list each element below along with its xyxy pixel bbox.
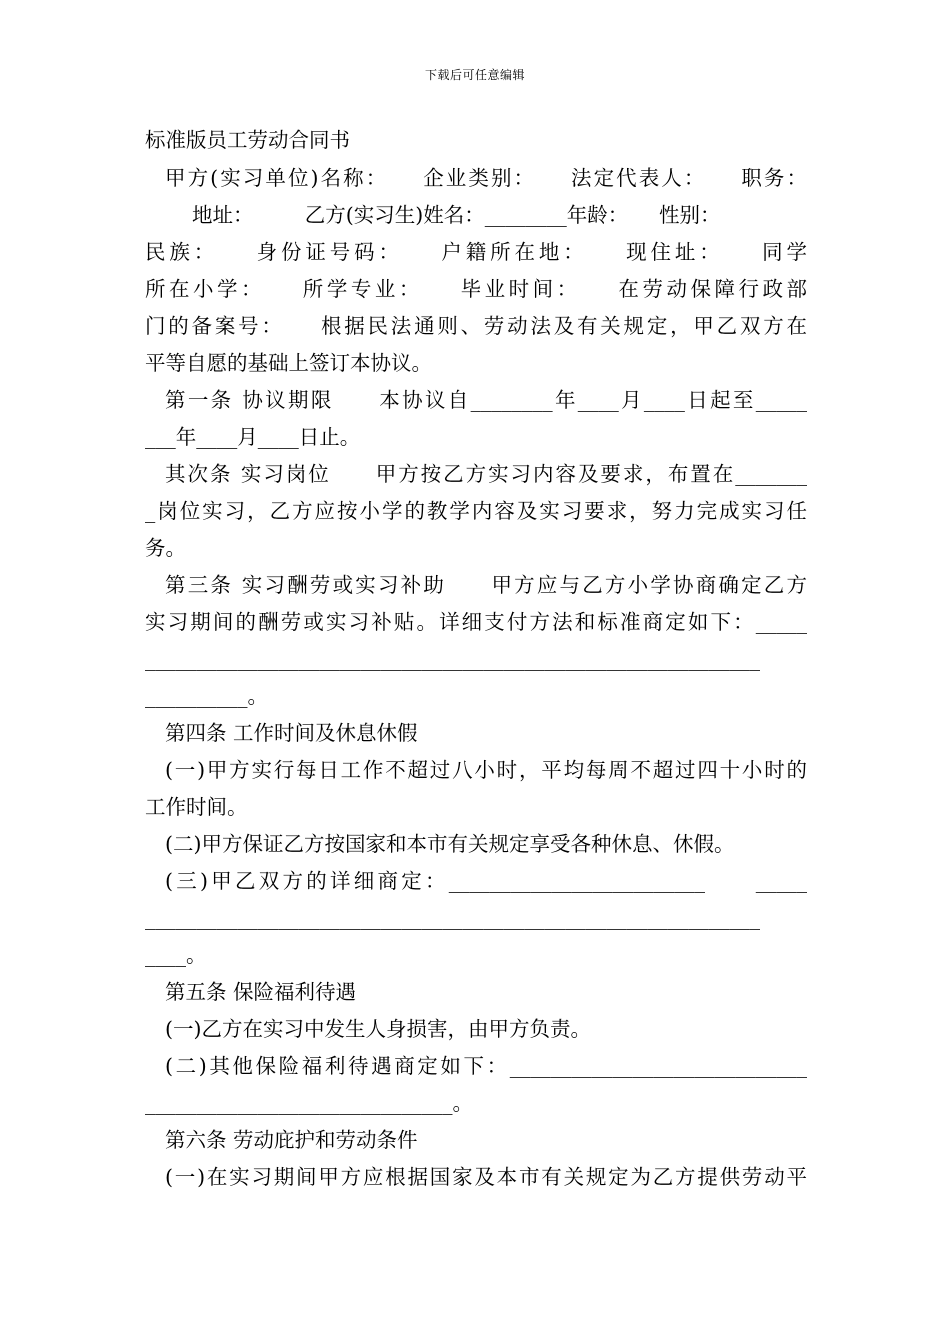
article-4-item-1-end-line: 工作时间。 (145, 795, 248, 819)
article-4-item-2-line: (二)甲方保证乙方按国家和本市有关规定享受各种休息、休假。 (165, 832, 735, 856)
article-1-cont-line: ___年____月____日止。 (145, 425, 361, 449)
article-4-heading: 第四条 工作时间及休息休假 (165, 721, 418, 745)
preamble-line: 门的备案号： 根据民法通则、劳动法及有关规定，甲乙双方在 (145, 314, 807, 338)
article-3-cont-line: 实习期间的酬劳或实习补贴。详细支付方法和标准商定如下：_____ (145, 610, 807, 634)
article-2-line: 其次条 实习岗位 甲方按乙方实习内容及要求，布置在_______ (165, 462, 807, 486)
party-b-fields-line: 地址： 乙方(实习生)姓名：________年龄： 性别： (192, 203, 721, 227)
article-6-heading: 第六条 劳动庇护和劳动条件 (165, 1128, 418, 1152)
article-5-heading: 第五条 保险福利待遇 (165, 980, 357, 1004)
document-title: 标准版员工劳动合同书 (145, 128, 350, 152)
article-5-item-2-line: (二)其他保险福利待遇商定如下：_____________________________ (165, 1054, 807, 1078)
article-3-end-line: __________。 (145, 684, 268, 708)
personal-info-line: 民族： 身份证号码： 户籍所在地： 现住址： 同学 (145, 240, 807, 264)
school-info-line: 所在小学： 所学专业： 毕业时间： 在劳动保障行政部 (145, 277, 807, 301)
preamble-end-line: 平等自愿的基础上签订本协议。 (145, 351, 432, 375)
article-5-end-line: ______________________________。 (145, 1091, 473, 1115)
contract-body (145, 120, 807, 1196)
article-4-item-3-line: (三)甲乙双方的详细商定：_________________________ _____ (165, 869, 807, 893)
article-2-cont-line: _岗位实习，乙方应按小学的教学内容及实习要求，努力完成实习任 (145, 499, 807, 523)
article-6-item-1-line: (一)在实习期间甲方应根据国家及本市有关规定为乙方提供劳动平 (165, 1165, 807, 1189)
article-4-end-line: ____。 (145, 943, 207, 967)
article-4-item-1-line: (一)甲方实行每日工作不超过八小时，平均每周不超过四十小时的 (165, 758, 807, 782)
article-2-end-line: 务。 (145, 536, 186, 560)
party-a-fields-line: 甲方(实习单位)名称： 企业类别： 法定代表人： 职务： (165, 166, 807, 190)
article-1-line: 第一条 协议期限 本协议自________年____月____日起至_____ (165, 388, 807, 412)
page-header-note: 下载后可任意编辑 (424, 68, 525, 82)
article-4-blank-line: ____________________________________________________________ (145, 906, 760, 930)
article-5-item-1-line: (一)乙方在实习中发生人身损害，由甲方负责。 (165, 1017, 591, 1041)
article-3-line: 第三条 实习酬劳或实习补助 甲方应与乙方小学协商确定乙方 (165, 573, 807, 597)
article-3-blank-line: ____________________________________________________________ (145, 647, 760, 671)
